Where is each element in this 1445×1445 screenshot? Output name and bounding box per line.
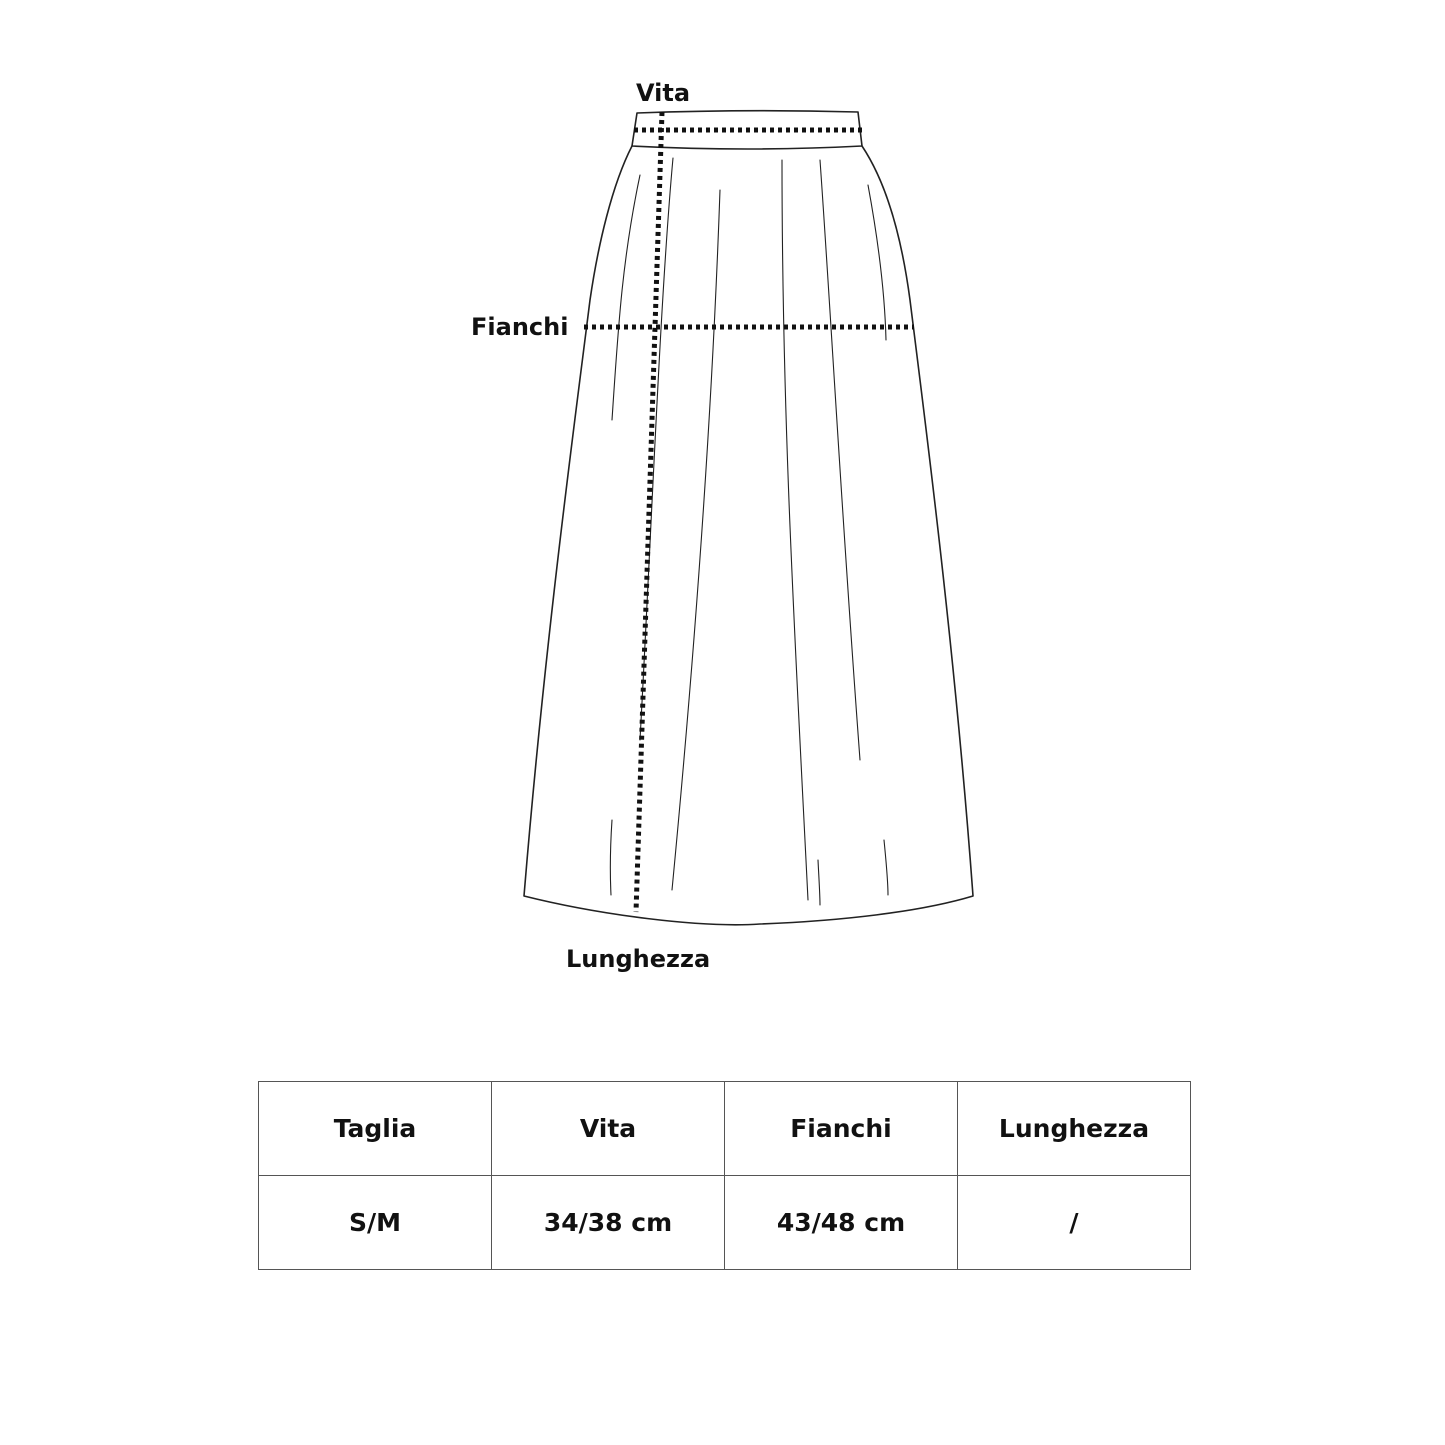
header-waist: Vita [492, 1082, 725, 1176]
length-measure-line [636, 112, 662, 912]
cell-waist: 34/38 cm [492, 1176, 725, 1270]
pleat-line [884, 840, 888, 895]
length-label: Lunghezza [566, 945, 711, 973]
pleat-line [868, 185, 886, 340]
cell-length: / [958, 1176, 1191, 1270]
cell-size: S/M [259, 1176, 492, 1270]
waist-label: Vita [636, 79, 691, 107]
cell-hips: 43/48 cm [725, 1176, 958, 1270]
pleat-line [612, 175, 640, 420]
table-row [259, 1176, 1191, 1270]
hips-label: Fianchi [471, 313, 569, 341]
measure-lines [584, 112, 914, 912]
skirt-body [524, 146, 973, 925]
header-length: Lunghezza [958, 1082, 1191, 1176]
pleat-line [820, 160, 860, 760]
pleat-line [782, 160, 808, 900]
pleat-line [640, 158, 673, 740]
pleat-line [672, 190, 720, 890]
header-hips: Fianchi [725, 1082, 958, 1176]
skirt-outline [524, 111, 973, 925]
header-size: Taglia [259, 1082, 492, 1176]
table-header-row [259, 1082, 1191, 1176]
pleat-line [818, 860, 820, 905]
pleat-line [610, 820, 612, 895]
size-table [258, 1081, 1191, 1270]
